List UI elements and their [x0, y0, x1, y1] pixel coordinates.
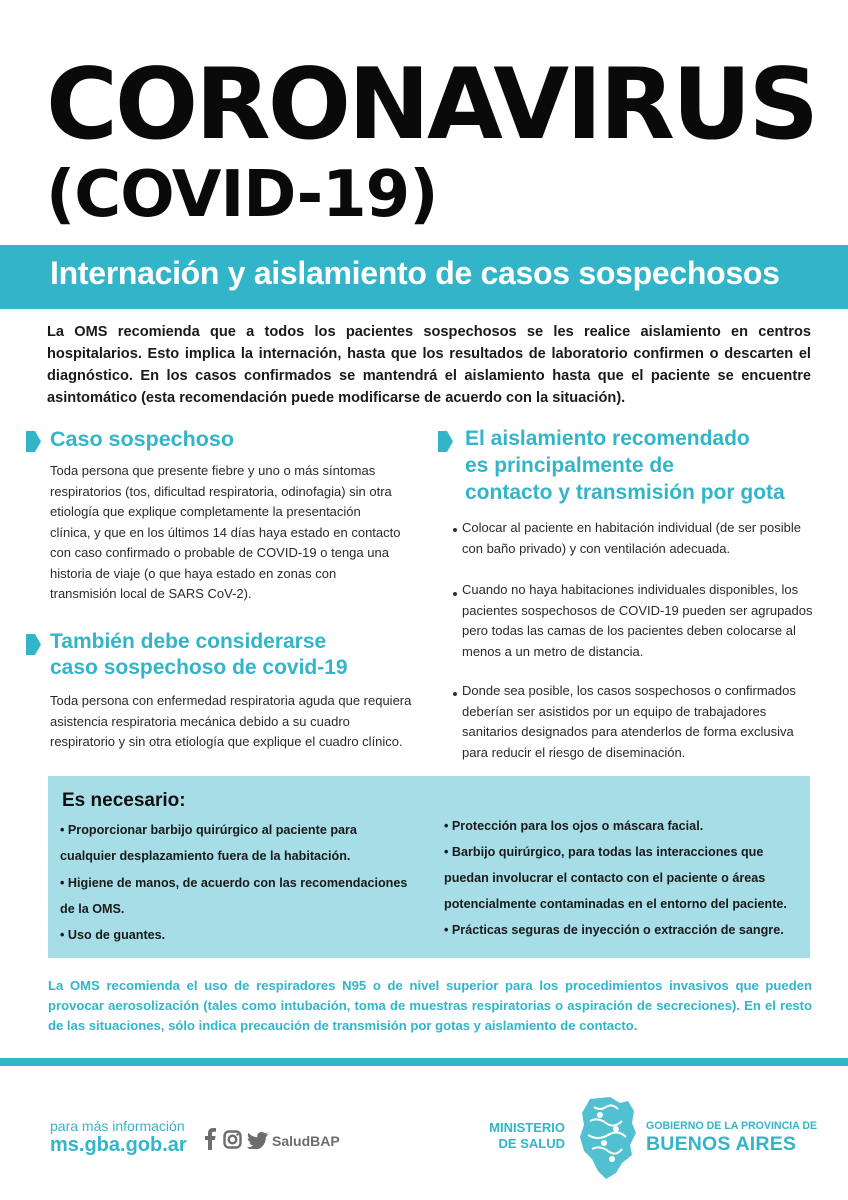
facebook-icon[interactable]: [204, 1128, 216, 1155]
section-title-tambien-line1: También debe considerarse: [50, 630, 327, 653]
twitter-icon[interactable]: [247, 1132, 268, 1154]
instagram-icon[interactable]: [223, 1130, 242, 1154]
list-item: Colocar al paciente en habitación individual (de ser posible con baño privado) y con ventilación adecuada.: [462, 520, 801, 556]
footer-url-link[interactable]: ms.gba.gob.ar: [50, 1134, 187, 1156]
list-item: Donde sea posible, los casos sospechosos o confirmados deberían ser asistidos por un equipo de trabajadores sanitarios designados para atenderlos de forma exclusiva para reducir el riesgo de diseminación.: [462, 683, 796, 760]
footer-info-label: para más información: [50, 1118, 185, 1134]
necesario-item: • Prácticas seguras de inyección o extracción de sangre.: [444, 923, 784, 937]
page-title: CORONAVIRUS: [46, 48, 817, 162]
bullet-dot-icon: [453, 592, 457, 596]
bullet-dot-icon: [453, 528, 457, 532]
ministerio-label: MINISTERIO DE SALUD: [489, 1120, 565, 1151]
gov-label-small: GOBIERNO DE LA PROVINCIA DE: [646, 1120, 818, 1132]
page-subtitle: (COVID-19): [46, 158, 438, 232]
section-body-tambien: Toda persona con enfermedad respiratoria aguda que requiera asistencia respiratoria mecánica debido a su cuadro respiratorio y sin otra etiología que explique el cuadro clínico.: [50, 693, 412, 749]
arrow-bullet-icon: [26, 431, 41, 452]
section-title-aislamiento-line2: es principalmente de: [465, 454, 674, 477]
section-title-tambien-line2: caso sospechoso de covid-19: [50, 656, 348, 679]
necesario-item: • Barbijo quirúrgico, para todas las interacciones que puedan involucrar el contacto con el paciente o áreas potencialmente contaminadas en el entorno del paciente.: [444, 845, 787, 911]
necesario-item: • Higiene de manos, de acuerdo con las recomendaciones de la OMS.: [60, 876, 408, 916]
necesario-item: • Uso de guantes.: [60, 928, 166, 942]
section-title-caso-sospechoso: Caso sospechoso: [50, 427, 234, 451]
necesario-item: • Protección para los ojos o máscara facial.: [444, 819, 704, 833]
gov-label-big: BUENOS AIRES: [646, 1133, 797, 1155]
necesario-item: • Proporcionar barbijo quirúrgico al paciente para cualquier desplazamiento fuera de la habitación.: [60, 823, 357, 863]
banner: [0, 245, 848, 309]
list-item: Cuando no haya habitaciones individuales disponibles, los pacientes sospechosos de COVID-19 pueden ser agrupados pero todas las camas de los pacientes deben colocarse al menos a un metro de distancia.: [462, 582, 813, 659]
arrow-bullet-icon: [26, 634, 41, 655]
bullet-dot-icon: [453, 692, 457, 696]
n95-note: La OMS recomienda el uso de respiradores N95 o de nivel superior para los procedimientos invasivos que pueden provocar aerosolización (tales como intubación, toma de muestras respiratorias o aspiración de secreciones). En el resto de las situaciones, sólo indica precaución de transmisión por gotas y aislamiento de contacto.: [48, 978, 812, 1033]
arrow-bullet-icon: [438, 431, 453, 452]
section-body-caso-sospechoso: Toda persona que presente fiebre y uno o más síntomas respiratorios (tos, dificultad respiratoria, odinofagia) sin otra etiología que explique completamente la presentación clínica, y que en los últimos 14 días haya estado en contacto con caso confirmado o probable de COVID-19 o tenga una historia de viaje (o que haya estado en zonas con transmisión local de SARS CoV-2).: [50, 463, 401, 601]
section-title-aislamiento-line1: El aislamiento recomendado: [465, 427, 750, 450]
necesario-box: [48, 776, 810, 958]
intro-paragraph: La OMS recomienda que a todos los pacientes sospechosos se les realice aislamiento en centros hospitalarios. Esto implica la internación, hasta que los resultados de laboratorio confirmen o descarten el diagnóstico. En los casos confirmados se mantendrá el aislamiento hasta que el paciente se encuentre asintomático (esta recomendación puede modificarse de acuerdo con la situación).: [47, 324, 811, 406]
social-handle[interactable]: SaludBAP: [272, 1133, 340, 1149]
divider: [0, 1058, 848, 1066]
province-map-logo-icon: [576, 1093, 638, 1181]
banner-title: Internación y aislamiento de casos sospechosos: [50, 255, 780, 291]
necesario-title: Es necesario:: [62, 790, 186, 811]
section-title-aislamiento-line3: contacto y transmisión por gota: [465, 481, 785, 504]
